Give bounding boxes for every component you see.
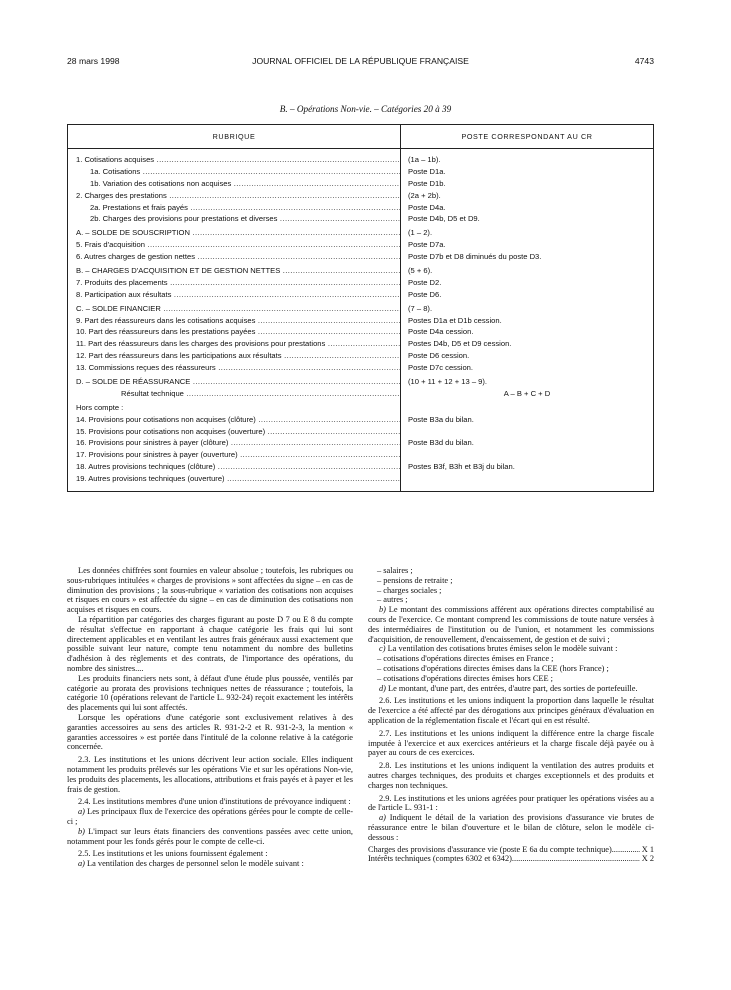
- paragraph: – charges sociales ;: [377, 585, 442, 595]
- table-row-poste: Postes D1a et D1b cession.: [408, 315, 502, 325]
- table-row-rubrique: 2. Charges des prestations .....: [68, 190, 400, 202]
- table-row-poste: (2a + 2b).: [408, 190, 441, 200]
- rubrique-column: [68, 149, 401, 492]
- paragraph: La répartition par catégories des charges figurant au poste D 7 ou E 8 du compte de résultat s'effectue en rapportant à chaque catégorie les frais qui lui sont directement applicables et en ventilant les autres frais généraux aussi exactement que possible suivant leur nature, compte tenu notamment du nombre des bulletins d'adhésion à des règlements et des contrats, de l'importance des opérations, du nombre des sinistres....: [67, 614, 353, 673]
- table-row-poste: Poste B3d du bilan.: [408, 438, 474, 448]
- paragraph: b) Le montant des commissions afférent aux opérations directes comptabilisé au cours de l'exercice. Ce montant comprend les commissions de toute nature versées à des intermédiaires de l'institution ou de l'union, et notamment les commissions d'acquisition, de renouvellement, d'encaissement, de gestion et de suivi ;: [368, 605, 654, 644]
- rubrique-table: [67, 124, 654, 492]
- leader-label: Intérêts techniques (comptes 6302 et 6342): [368, 854, 512, 864]
- table-row-poste: [401, 473, 653, 485]
- col-header-rubrique: RUBRIQUE: [68, 125, 401, 149]
- table-row-poste: [401, 426, 653, 438]
- table-row-poste: Poste D7b et D8 diminués du poste D3.: [408, 252, 542, 262]
- table-row-poste: Postes B3f, B3h et B3j du bilan.: [408, 462, 515, 472]
- paragraph: 2.9. Les institutions et les unions agréées pour pratiquer les opérations visées au a de l'article L. 931-1 :: [368, 793, 654, 813]
- table-row-rubrique: 17. Provisions pour sinistres à payer (ouverture) .....: [68, 449, 400, 461]
- col-header-poste: POSTE CORRESPONDANT AU CR: [401, 125, 654, 149]
- table-row-rubrique: 1a. Cotisations .....: [68, 166, 400, 178]
- table-row-poste: Poste D4b, D5 et D9.: [408, 214, 480, 224]
- paragraph: d) Le montant, d'une part, des entrées, d'autre part, des sorties de portefeuille.: [379, 683, 638, 693]
- table-row-poste: Poste D7a.: [408, 240, 446, 250]
- table-row-rubrique: C. – SOLDE FINANCIER .....: [68, 303, 400, 315]
- leader-value: X 1: [641, 844, 654, 854]
- body-column-left: [67, 566, 353, 869]
- paragraph: Les données chiffrées sont fournies en valeur absolue ; toutefois, les rubriques ou sous-rubriques intitulées « charges de provisions » sont affectées du signe – en cas de diminution des provisions ; la sous-rubrique « variation des cotisations non acquises et risques en cours » est affectée du signe – en cas de diminution des cotisations non acquises et risques en cours.: [67, 566, 353, 615]
- table-row-poste: (5 + 6).: [408, 266, 433, 276]
- table-row-poste: Poste B3a du bilan.: [408, 414, 474, 424]
- leader-label: Charges des provisions d'assurance vie (poste E 6a du compte technique): [368, 844, 612, 854]
- table-row-rubrique: 16. Provisions pour sinistres à payer (clôture) .....: [68, 437, 400, 449]
- table-row-poste: A – B + C + D: [503, 388, 551, 398]
- table-row-poste: Postes D4b, D5 et D9 cession.: [408, 339, 512, 349]
- table-row-rubrique: 1. Cotisations acquises .....: [68, 154, 400, 166]
- table-row-rubrique: 8. Participation aux résultats .....: [68, 289, 400, 301]
- table-row-rubrique: A. – SOLDE DE SOUSCRIPTION .....: [68, 227, 400, 239]
- table-row-poste: [401, 402, 653, 414]
- leader-line: [368, 854, 654, 864]
- table-row-poste: Poste D6.: [408, 289, 442, 299]
- body-column-right: [368, 566, 654, 864]
- table-row-rubrique: 2a. Prestations et frais payés .....: [68, 202, 400, 214]
- paragraph: a) Les principaux flux de l'exercice des opérations gérées pour le compte de celle-ci ;: [67, 807, 353, 826]
- table-row-poste: Poste D2.: [408, 277, 442, 287]
- paragraph: 2.4. Les institutions membres d'une union d'institutions de prévoyance indiquent :: [78, 797, 351, 807]
- paragraph: – cotisations d'opérations directes émises dans la CEE (hors France) ;: [377, 663, 609, 673]
- table-row-rubrique: 14. Provisions pour cotisations non acquises (clôture) .....: [68, 414, 400, 426]
- table-row-poste: (7 – 8).: [408, 303, 433, 313]
- table-row-rubrique: 15. Provisions pour cotisations non acquises (ouverture) .....: [68, 426, 400, 438]
- table-row-rubrique: Hors compte :: [76, 402, 124, 412]
- table-row-poste: (10 + 11 + 12 + 13 – 9).: [408, 377, 488, 387]
- journal-title: JOURNAL OFFICIEL DE LA RÉPUBLIQUE FRANÇAISE: [252, 56, 469, 66]
- paragraph: 2.3. Les institutions et les unions décrivent leur action sociale. Elles indiquent notamment les produits prélevés sur les opérations Vie et sur les opérations Non-vie, les produits des placements, les allocations, attributions et frais payés et à payer et les frais de gestion.: [67, 755, 353, 794]
- table-row-rubrique: 13. Commissions reçues des réassureurs .....: [68, 362, 400, 374]
- paragraph: 2.7. Les institutions et les unions indiquent la différence entre la charge fiscale imputée à l'exercice et aux exercices antérieurs et la charge fiscale déjà payée ou à payer au cours de ces exercices.: [368, 728, 654, 758]
- table-row-poste: (1 – 2).: [408, 228, 433, 238]
- leader-dots: [612, 845, 640, 855]
- paragraph: Les produits financiers nets sont, à défaut d'une étude plus poussée, ventilés par catégorie au prorata des provisions techniques nettes de réassurance ; toutefois, la catégorie 10 (opérations relevant de l'article L. 932-24) reçoit exactement les intérêts des placements qui lui sont affectés.: [67, 673, 353, 713]
- paragraph: a) La ventilation des charges de personnel selon le modèle suivant :: [78, 859, 304, 869]
- table-row-rubrique: 18. Autres provisions techniques (clôture) .....: [68, 461, 400, 473]
- table-row-rubrique: D. – SOLDE DE RÉASSURANCE .....: [68, 376, 400, 388]
- paragraph: 2.6. Les institutions et les unions indiquent la proportion dans laquelle le résultat de l'exercice a été affecté par des dérogations aux principes généraux d'évaluation en application de la réglementation fiscale et l'écart qui en est résulté.: [368, 696, 654, 725]
- table-row-poste: Poste D7c cession.: [408, 363, 473, 373]
- table-row-rubrique: 1b. Variation des cotisations non acquises .....: [68, 178, 400, 190]
- table-row-poste: [401, 449, 653, 461]
- table-row-poste: (1a – 1b).: [408, 155, 441, 164]
- table-row-poste: Poste D6 cession.: [408, 351, 470, 361]
- paragraph: – pensions de retraite ;: [377, 575, 453, 585]
- table-row-rubrique: 5. Frais d'acquisition .....: [68, 239, 400, 251]
- table-row-poste: Poste D1a.: [408, 166, 446, 176]
- table-row-rubrique: 11. Part des réassureurs dans les charges des provisions pour prestations .....: [68, 338, 400, 350]
- table-row-rubrique: 2b. Charges des provisions pour prestations et diverses .....: [68, 213, 400, 225]
- table-row-poste: Poste D1b.: [408, 178, 446, 188]
- paragraph: – cotisations d'opérations directes émises en France ;: [377, 654, 554, 664]
- table-row-rubrique: Résultat technique .....: [68, 388, 400, 400]
- table-row-poste: Poste D4a.: [408, 202, 446, 212]
- paragraph: 2.8. Les institutions et les unions indiquent la ventilation des autres produits et autres charges techniques, des produits et charges exceptionnels et des produits et charges non techniques.: [368, 761, 654, 790]
- table-row-rubrique: 7. Produits des placements .....: [68, 277, 400, 289]
- paragraph: – cotisations d'opérations directes émises hors CEE ;: [377, 673, 553, 683]
- poste-column: [401, 149, 654, 492]
- paragraph: c) La ventilation des cotisations brutes émises selon le modèle suivant :: [379, 644, 618, 654]
- table-row-poste: Poste D4a cession.: [408, 327, 474, 337]
- table-row-rubrique: 6. Autres charges de gestion nettes .....: [68, 251, 400, 263]
- paragraph: 2.5. Les institutions et les unions fournissent également :: [78, 849, 268, 859]
- paragraph: b) L'impact sur leurs états financiers des conventions passées avec cette union, notamment pour les fonds gérés pour le compte de celle-ci.: [67, 826, 353, 846]
- paragraph: a) Indiquent le détail de la variation des provisions d'assurance vie brutes de réassurance entre le bilan d'ouverture et le bilan de clôture, selon le modèle ci-dessous :: [368, 813, 654, 842]
- table-caption: B. – Opérations Non-vie. – Catégories 20 à 39: [279, 104, 452, 114]
- paragraph: Lorsque les opérations d'une catégorie sont exclusivement relatives à des garanties accessoires au sens des articles R. 931-2-2 et R. 931-2-3, la mention « garanties accessoires » est portée dans l'intitulé de la colonne relative à la catégorie concernée.: [67, 712, 353, 752]
- table-row-rubrique: B. – CHARGES D'ACQUISITION ET DE GESTION NETTES .....: [68, 265, 400, 277]
- issue-date: 28 mars 1998: [67, 56, 120, 66]
- paragraph: – salaires ;: [377, 566, 413, 575]
- leader-dots: [512, 854, 640, 864]
- table-row-rubrique: 19. Autres provisions techniques (ouverture) .....: [68, 473, 400, 485]
- page-number: 4743: [634, 56, 654, 66]
- paragraph: – autres ;: [377, 595, 408, 605]
- table-row-rubrique: 12. Part des réassureurs dans les participations aux résultats .....: [68, 350, 400, 362]
- table-row-rubrique: 10. Part des réassureurs dans les prestations payées .....: [68, 326, 400, 338]
- leader-line: [368, 845, 654, 855]
- table-row-rubrique: 9. Part des réassureurs dans les cotisations acquises .....: [68, 315, 400, 327]
- leader-value: X 2: [641, 854, 654, 864]
- page-header: [67, 56, 654, 70]
